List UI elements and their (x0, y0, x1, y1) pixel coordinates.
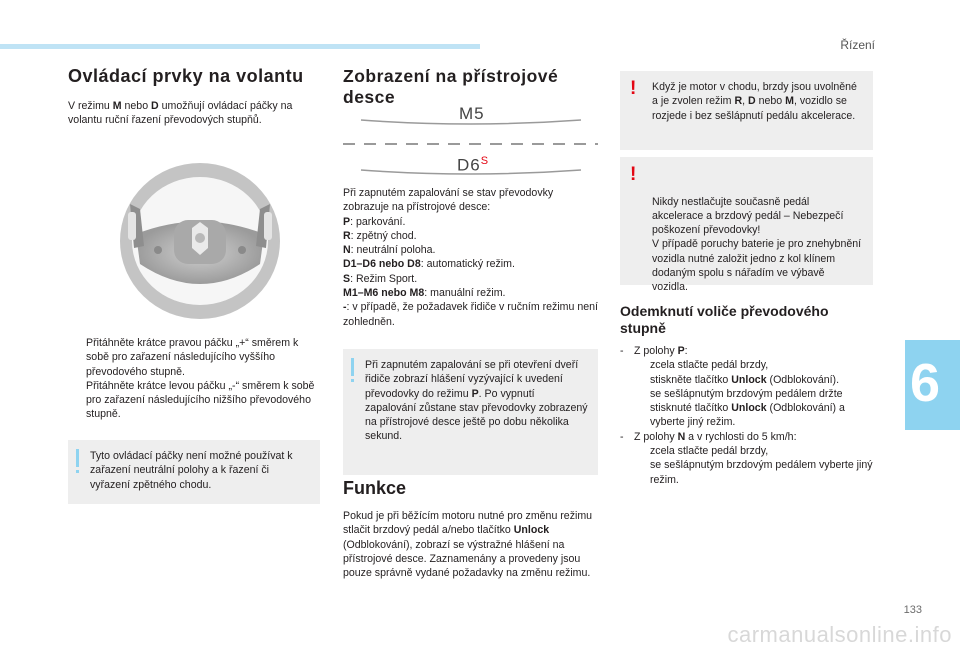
header-accent-bar (0, 44, 480, 49)
list-item (620, 458, 880, 487)
section-title: Řízení (840, 38, 875, 52)
gear-mode-item: D1–D6 nebo D8: automatický režim. (343, 258, 515, 271)
list-item-text: zcela stlačte pedál brzdy, (650, 445, 769, 458)
warning-note-text: Když je motor v chodu, brzdy jsou uvolněné a je zvolen režim R, D nebo M, vozidlo se rozjede i bez sešlápnutí pedálu akcelerace. (652, 81, 857, 122)
bullet-marker: - (620, 430, 624, 443)
list-item-text: Přitáhněte krátce pravou páčku „+“ směrem k sobě pro zařazení následujícího vyššího převodového stupně. (86, 337, 299, 378)
list-item-text: stiskněte tlačítko Unlock (Odblokování). (650, 373, 840, 386)
watermark: carmanualsonline.info (727, 622, 952, 647)
list-item (620, 344, 880, 358)
gear-mode-item: -: v případě, že požadavek řidiče v ručním režimu není zohledněn. (343, 301, 598, 328)
gear-mode-item: M1–M6 nebo M8: manuální režim. (343, 287, 506, 300)
list-item (620, 358, 880, 372)
gear-display-d6: $D6^S$ (457, 155, 490, 175)
gear-mode-item: P: parkování. (343, 215, 406, 228)
list-item-text: zcela stlačte pedál brzdy, (650, 359, 769, 372)
unlock-procedure-list (620, 344, 880, 487)
gear-display-m5: M5 (459, 104, 485, 123)
list-item (68, 336, 320, 379)
list-item (620, 444, 880, 458)
steering-wheel-illustration (100, 154, 300, 329)
info-note-text: Tyto ovládací páčky není možné používat k zařazení neutrální polohy a k řazení či vyřazení zpětného chodu. (90, 450, 293, 491)
list-item (620, 373, 880, 387)
list-item-text: Přitáhněte krátce levou páčku „-“ směrem k sobě pro zařazení následujícího nižšího převodového stupně. (86, 379, 315, 421)
funkce-text: Pokud je při běžícím motoru nutné pro změnu režimu stlačit brzdový pedál a/nebo tlačítko Unlock (Odblokování), zobrazí se výstražné hlášení na přístrojové desce. Zaznamenány a provedeny jsou pouze správně vydané požadavky na změnu režimu. (343, 510, 593, 580)
funkce-heading: Funkce (343, 478, 407, 498)
col3-subheading: Odemknutí voliče převodového stupně (620, 303, 829, 336)
warning-note-text: Nikdy nestlačujte současně pedál akcelerace a brzdový pedál – Nebezpečí poškození převodovky! V případě poruchy baterie je pro znehybnění vozidla nutné založit jedno z kol klínem dodaným spolu s nářadím ve výbavě vozidla. (652, 195, 862, 294)
info-icon (76, 449, 79, 467)
warning-icon: ! (630, 78, 637, 99)
status-intro: Při zapnutém zapalování se stav převodovky zobrazuje na přístrojové desce: (343, 187, 554, 214)
chapter-number: 6 (910, 353, 941, 413)
col2-status-text (343, 186, 598, 329)
bullet-marker: - (620, 345, 624, 357)
list-item (68, 379, 320, 422)
warning-note (620, 157, 873, 294)
col1-intro: V režimu M nebo D umožňují ovládací páčky na volantu ruční řazení převodových stupňů. (68, 100, 293, 127)
list-item-text: Z polohy P: (634, 345, 688, 357)
info-note-text: Při zapnutém zapalování se při otevření dveří řidiče zobrazí hlášení vyzývající k uvedení převodovky do režimu P. Po vypnutí zapalování zůstane stav převodovky zobrazený na přístrojové desce ještě po dobu několika sekund. (365, 359, 588, 443)
col1-bullet-list (68, 336, 320, 422)
info-icon (351, 358, 354, 376)
col2-heading: Zobrazení na přístrojové desce (343, 66, 559, 107)
gear-mode-item: S: Režim Sport. (343, 272, 418, 285)
col1-heading: Ovládací prvky na volantu (68, 66, 304, 86)
gear-mode-item: N: neutrální poloha. (343, 244, 436, 257)
gear-mode-item: R: zpětný chod. (343, 229, 417, 242)
info-note (343, 349, 598, 475)
sport-indicator: S (480, 155, 490, 167)
warning-note (620, 71, 873, 150)
info-note (68, 440, 320, 504)
warning-icon: ! (630, 164, 637, 185)
list-item-text: Z polohy N a v rychlosti do 5 km/h: (634, 430, 797, 443)
list-item (620, 430, 880, 444)
list-item (620, 387, 880, 430)
list-item-text: se sešlápnutým brzdovým pedálem držte stisknuté tlačítko Unlock (Odblokování) a vyberte jiný režim. (650, 387, 845, 429)
list-item-text: se sešlápnutým brzdovým pedálem vyberte jiný režim. (650, 459, 873, 486)
gear-mode-list (343, 215, 598, 329)
page-number: 133 (903, 604, 922, 616)
